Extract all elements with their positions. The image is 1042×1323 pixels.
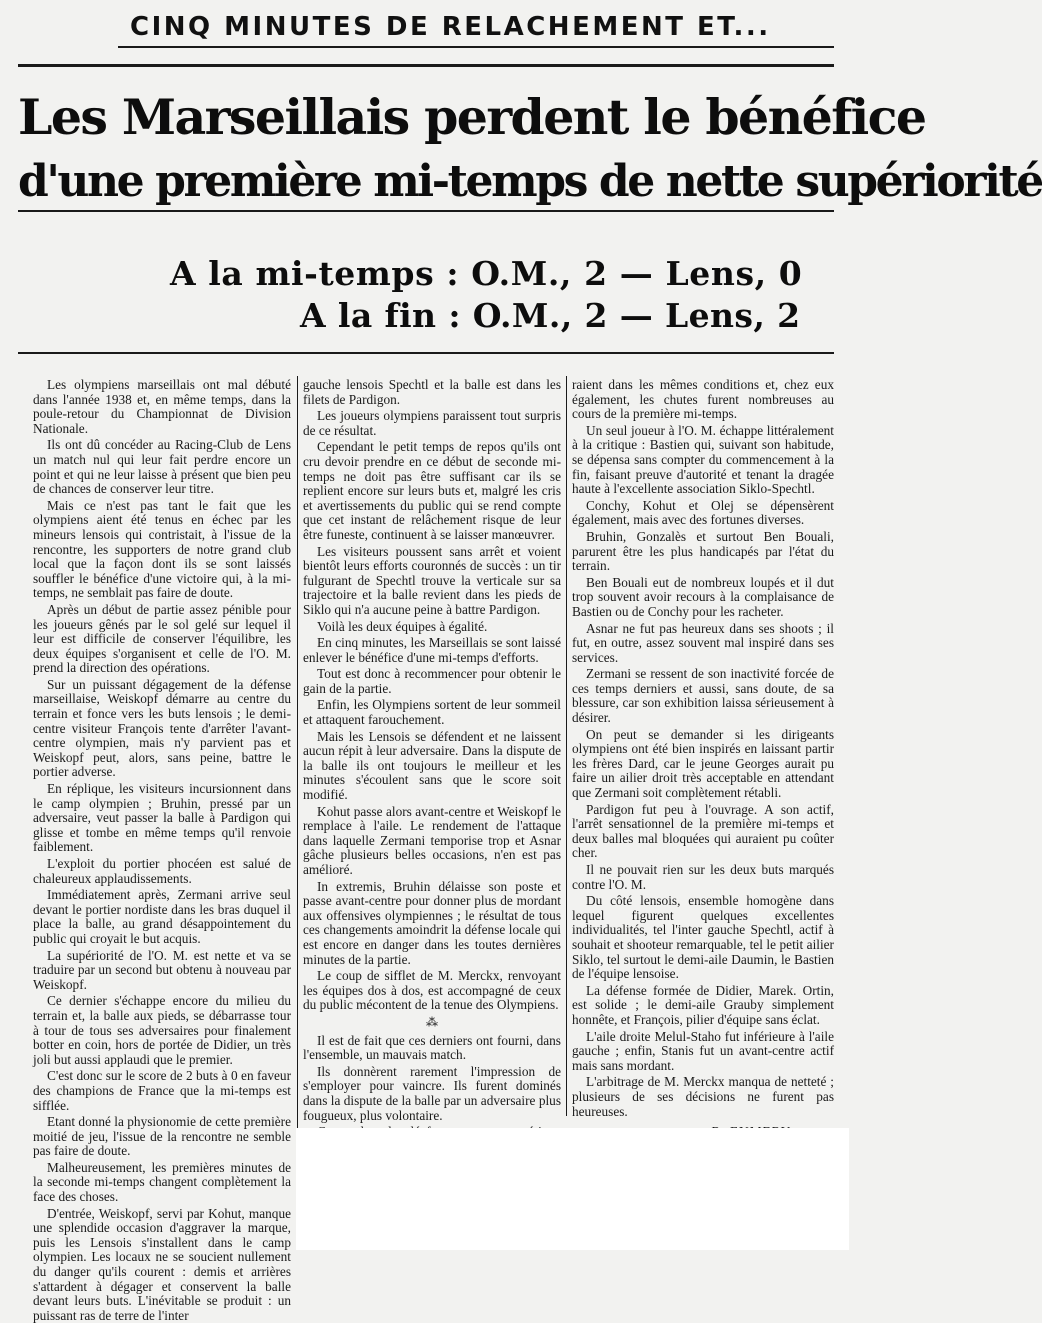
article-paragraph: Sur un puissant dégagement de la défense marseillaise, Weiskopf démarre au centre du terrain et fonce vers les buts lensois ; le demi-centre visiteur François tente d'arrêter l'avant-centre olympien, mais n'y parvient pas et Weiskopf peut, alors, sans peine, battre le portier adverse. (33, 676, 291, 780)
deck-subheadline: d'une première mi-temps de nette supériorité (18, 156, 1042, 207)
article-paragraph: Enfin, les Olympiens sortent de leur sommeil et attaquent farouchement. (303, 697, 561, 728)
article-paragraph: Pardigon fut peu à l'ouvrage. A son actif, l'arrêt sensationnel de la première mi-temps et deux balles mal bloquées qui auraient pu coûter cher. (572, 801, 834, 861)
article-paragraph: La supériorité de l'O. M. est nette et va se traduire par un second but obtenu à nouveau par Weiskopf. (33, 947, 291, 992)
article-paragraph: raient dans les mêmes conditions et, chez eux également, les chutes furent nombreuses au cours de la première mi-temps. (572, 377, 834, 422)
column-divider-2 (566, 376, 567, 1116)
article-paragraph: Cependant le petit temps de repos qu'ils ont cru devoir prendre en ce début de seconde mi-temps ne doit pas être suffisant car ils se replient encore sur leurs buts et, malgré les cris et avertissements du public qui se rend compte que cet instant de relâchement risque de leur être funeste, continuent à se laisser manœuvrer. (303, 439, 561, 542)
score-rule (18, 352, 834, 354)
article-paragraph: Malheureusement, les premières minutes de la seconde mi-temps changent complètement la face des choses. (33, 1159, 291, 1205)
article-paragraph: Il ne pouvait rien sur les deux buts marqués contre l'O. M. (572, 862, 834, 892)
article-paragraph: Bruhin, Gonzalès et surtout Ben Bouali, parurent être les plus handicapés par l'état du terrain. (572, 528, 834, 574)
article-paragraph: gauche lensois Spechtl et la balle est dans les filets de Pardigon. (303, 377, 561, 407)
article-paragraph: Etant donné la physionomie de cette première moitié de jeu, l'issue de la rencontre ne semble pas faire de doute. (33, 1114, 291, 1159)
article-paragraph: Le coup de sifflet de M. Merckx, renvoyant les équipes dos à dos, est accompagné de ceux du public mécontent de la tenue des Olympiens. (303, 968, 561, 1013)
article-paragraph: Ce dernier s'échappe encore du milieu du terrain et, la balle aux pieds, se débarrasse tour à tour de tous ses adversaires pour finalement botter en coin, hors de portée de Didier, un très joli but aussi applaudi que le premier. (33, 993, 291, 1067)
article-paragraph: Les joueurs olympiens paraissent tout surpris de ce résultat. (303, 408, 561, 438)
article-paragraph: La défense formée de Didier, Marek. Ortin, est solide ; le demi-aile Grauby simplement honnête, et François, pilier d'équipe sans éclat. (572, 982, 834, 1027)
article-paragraph: Ben Bouali eut de nombreux loupés et il dut trop souvent avoir recours à la complaisance de Bastien ou de Conchy pour les racheter. (572, 574, 834, 619)
article-paragraph: D'entrée, Weiskopf, servi par Kohut, manque une splendide occasion d'aggraver la marque, puis les Lensois s'installent dans le camp olympien. Les locaux ne se soucient nullement du danger qu'ils courent : demis et arrières s'attardent à dégager et conservent la balle devant leurs buts. L'inévitable se produit : un puissant ras de terre de l'inter (33, 1205, 291, 1323)
article-paragraph: Conchy, Kohut et Olej se dépensèrent également, mais avec des fortunes diverses. (572, 497, 834, 528)
headline: Les Marseillais perdent le bénéfice (18, 88, 926, 146)
column-divider-1 (297, 376, 298, 1128)
score-final: A la fin : O.M., 2 — Lens, 2 (300, 296, 801, 335)
article-paragraph: In extremis, Bruhin délaisse son poste et passe avant-centre pour donner plus de mordant aux offensives olympiennes ; le résultat de tous ces changements amoindrit la défense locale qui est encore en danger dans les toutes dernières minutes de la partie. (303, 878, 561, 967)
article-paragraph: Mais les Lensois se défendent et ne laissent aucun répit à leur adversaire. Dans la dispute de la balle ils ont toujours le meilleur et les minutes s'écoulent sans que le score soit modifié. (303, 728, 561, 803)
article-paragraph: Zermani se ressent de son inactivité forcée de ces temps derniers et aussi, sans doute, de sa blessure, car son exhibition laissa sérieusement à désirer. (572, 666, 834, 726)
article-paragraph: Ils ont dû concéder au Racing-Club de Lens un match nul qui leur fait perdre encore un point et qui ne leur laisse à présent que bien peu de chances de conserver leur titre. (33, 437, 291, 497)
article-paragraph: Du côté lensois, ensemble homogène dans lequel figurent quelques excellentes individualités, tel l'inter gauche Spechtl, actif à souhait et shooteur remarquable, tel le petit ailier Siklo, tel surtout le demi-aile Daumin, le Bastien de l'équipe lensoise. (572, 893, 834, 982)
article-paragraph: On peut se demander si les dirigeants olympiens ont été bien inspirés en laissant partir les frères Dard, car le jeune Georges aurait pu faire un ailier droit très acceptable en attendant que Zermani soit complètement rétabli. (572, 726, 834, 801)
article-column-2 (303, 378, 561, 1123)
article-paragraph: Un seul joueur à l'O. M. échappe littéralement à la critique : Bastien qui, suivant son habitude, se dépensa sans compter du commencement à la fin, faisant preuve d'autorité et tenant la dragée haute à l'excellente association Siklo-Spechtl. (572, 422, 834, 497)
article-paragraph: Kohut passe alors avant-centre et Weiskopf le remplace à l'aile. Le rendement de l'attaque dans laquelle Zermani temporise trop et Asnar gâche plusieurs belles occasions, n'en est pas amélioré. (303, 803, 561, 877)
article-paragraph: Voilà les deux équipes à égalité. (317, 618, 488, 634)
article-column-1 (33, 377, 291, 1323)
article-paragraph: L'exploit du portier phocéen est salué de chaleureux applaudissements. (33, 856, 291, 886)
article-column-3 (572, 377, 834, 1119)
deck-rule (18, 210, 834, 212)
kicker-rule (18, 64, 834, 67)
kicker-heading: CINQ MINUTES DE RELACHEMENT ET... (130, 12, 771, 42)
article-paragraph: C'est donc sur le score de 2 buts à 0 en faveur des champions de France que la mi-temps est sifflée. (33, 1068, 291, 1113)
article-paragraph: Il est de fait que ces derniers ont fourni, dans l'ensemble, un mauvais match. (303, 1032, 561, 1063)
article-paragraph: Ils donnèrent rarement l'impression de s'employer pour vaincre. Ils furent dominés dans la dispute de la balle par un adversaire plus fougueux, plus volontaire. (303, 1063, 561, 1123)
article-paragraph: En réplique, les visiteurs incursionnent dans le camp olympien ; Bruhin, pressé par un adversaire, veut passer la balle à Pardigon qui glisse et tombe en même temps qu'il renvoie faiblement. (33, 781, 291, 855)
article-paragraph: Tout est donc à recommencer pour obtenir le gain de la partie. (303, 666, 561, 696)
blank-area (296, 1128, 849, 1250)
article-paragraph: Mais ce n'est pas tant le fait que les olympiens aient été tenus en échec par les mineurs lensois qui contristait, à l'issue de la rencontre, les supporters de notre grand club local que la façon dont ils se sont laissés souffler le bénéfice d'une victoire qui, à la mi-temps, ne semblait pas faire de doute. (33, 497, 291, 601)
score-halftime: A la mi-temps : O.M., 2 — Lens, 0 (170, 254, 803, 293)
article-paragraph: Les visiteurs poussent sans arrêt et voient bientôt leurs efforts couronnés de succès : un tir fulgurant de Spechtl trouve la verticale sur sa trajectoire et la balle revient dans les pieds de Siklo qui n'a aucune peine à battre Pardigon. (303, 543, 561, 617)
article-paragraph: Immédiatement après, Zermani arrive seul devant le portier nordiste dans les bras duquel il place la balle, au grand désappointement du public qui croyait le but acquis. (33, 887, 291, 946)
article-paragraph: Après un début de partie assez pénible pour les joueurs gênés par le sol gelé sur lequel il leur est difficile de conserver l'équilibre, les deux équipes s'organisent et celle de l'O. M. prend la direction des opérations. (33, 601, 291, 676)
top-rule (118, 46, 834, 48)
article-paragraph: L'arbitrage de M. Merckx manqua de netteté ; plusieurs de ses décisions ne furent pas heureuses. (572, 1074, 834, 1119)
article-paragraph: L'aile droite Melul-Staho fut inférieure à l'aile gauche ; enfin, Stanis fut un avant-centre actif mais sans mordant. (572, 1028, 834, 1073)
asterism-separator: ⁂ (426, 1014, 438, 1029)
article-paragraph: En cinq minutes, les Marseillais se sont laissé enlever le bénéfice d'une mi-temps d'efforts. (303, 635, 561, 665)
article-paragraph: Asnar ne fut pas heureux dans ses shoots ; il fut, en outre, assez souvent mal inspiré dans ses services. (572, 620, 834, 665)
article-paragraph: Les olympiens marseillais ont mal débuté dans l'année 1938 et, en même temps, dans la poule-retour du Championnat de Division Nationale. (33, 377, 291, 436)
